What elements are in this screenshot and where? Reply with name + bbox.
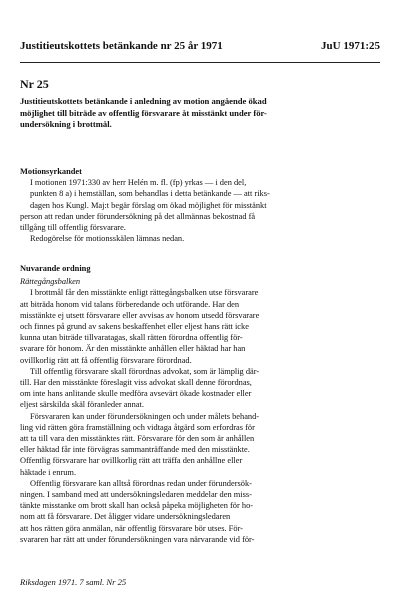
- header-rule: [20, 62, 380, 63]
- text-line: ling vid rätten göra framställning och vidtaga åtgärd som erfordras för: [20, 422, 255, 432]
- text-line: dagen hos Kungl. Maj:t begär förslag om ökad möjlighet för misstänkt: [30, 200, 267, 210]
- text-line: person att redan under förundersökning på det allmännas bekostnad få: [20, 211, 256, 221]
- text-line: om inte hans anlitande skulle medföra avsevärt ökade kostnader eller: [20, 389, 252, 399]
- section-body: [20, 177, 386, 244]
- title-line: möjlighet till biträde av offentlig försvarare åt misstänkt under för-: [20, 107, 267, 118]
- text-line: svararen har rätt att under förundersökningen vara närvarande vid för-: [20, 534, 255, 544]
- text-line: att ta till vara den misstänktes rätt. Försvarare för den som är anhållen: [20, 434, 255, 444]
- text-line: Offentlig försvarare har ovillkorlig rätt att träffa den anhållne eller: [20, 456, 243, 466]
- text-line: punkten 8 a) i hemställan, som behandlas i detta betänkande — att riks-: [30, 189, 270, 199]
- text-line: nom att få försvarare. Det åligger vidare undersökningsledaren: [20, 512, 231, 522]
- header-title: Justitieutskottets betänkande nr 25 år 1971: [20, 40, 223, 52]
- text-line: kunna utan biträde tillvaratagas, skall rätten förordna offentlig för-: [20, 333, 243, 343]
- text-line: Offentlig försvarare kan alltså förordnas redan under förundersök-: [30, 478, 252, 488]
- page-footer: Riksdagen 1971. 7 saml. Nr 25: [20, 577, 127, 587]
- title-line: Justitieutskottets betänkande i anledning av motion angående ökad: [20, 96, 267, 106]
- text-line: ovillkorlig rätt att få offentlig försvarare förordnad.: [20, 355, 192, 365]
- running-header: [20, 40, 380, 54]
- section-current-order: [20, 263, 386, 545]
- text-line: eljest särskilda skäl föranleder annat.: [20, 400, 144, 410]
- text-line: Försvararen kan under förundersökningen och under målets behand-: [30, 411, 260, 421]
- section-motion: [20, 166, 386, 244]
- text-line: att biträda honom vid talans förberedande och utförande. Har den: [20, 299, 240, 309]
- header-reference: JuU 1971:25: [321, 40, 380, 52]
- report-title: [20, 96, 386, 131]
- report-number: Nr 25: [20, 77, 49, 91]
- text-line: tänkte misstanke om brott skall han också påpeka möjligheten för ho-: [20, 501, 254, 511]
- text-line: tillgång till offentlig försvarare.: [20, 223, 126, 233]
- text-line: Redogörelse för motionsskälen lämnas nedan.: [30, 234, 185, 244]
- text-line: I brottmål får den misstänkte enligt rättegångsbalken utse försvarare: [30, 288, 259, 298]
- text-line: eller häktad får inte förvägras sammanträffande med den misstänkte.: [20, 445, 250, 455]
- text-line: I motionen 1971:330 av herr Helén m. fl. (fp) yrkas — i den del,: [30, 178, 247, 188]
- section-body: [20, 287, 386, 545]
- title-line: undersökning i brottmål.: [20, 119, 112, 129]
- text-line: och finnes på grund av sakens beskaffenhet eller eljest hans rätt icke: [20, 322, 249, 332]
- text-line: misstänkte ej utsett försvarare eller avvisas av honom utsedd försvarare: [20, 310, 260, 320]
- text-line: svarare för honom. Är den misstänkte anhållen eller häktad har han: [20, 344, 246, 354]
- section-heading: Motionsyrkandet: [20, 167, 82, 176]
- subsection-heading: Rättegångsbalken: [20, 277, 81, 287]
- text-line: Till offentlig försvarare skall förordnas advokat, som är lämplig där-: [30, 366, 260, 376]
- section-heading: Nuvarande ordning: [20, 264, 91, 273]
- text-line: till. Har den misstänkte föreslagit viss advokat skall denne förordnas,: [20, 378, 252, 388]
- text-line: ningen. I samband med att undersökningsledaren meddelar den miss-: [20, 490, 252, 500]
- text-line: häktade i enrum.: [20, 467, 77, 477]
- text-line: att hos rätten göra anmälan, när offentlig försvarare bör utses. För-: [20, 523, 243, 533]
